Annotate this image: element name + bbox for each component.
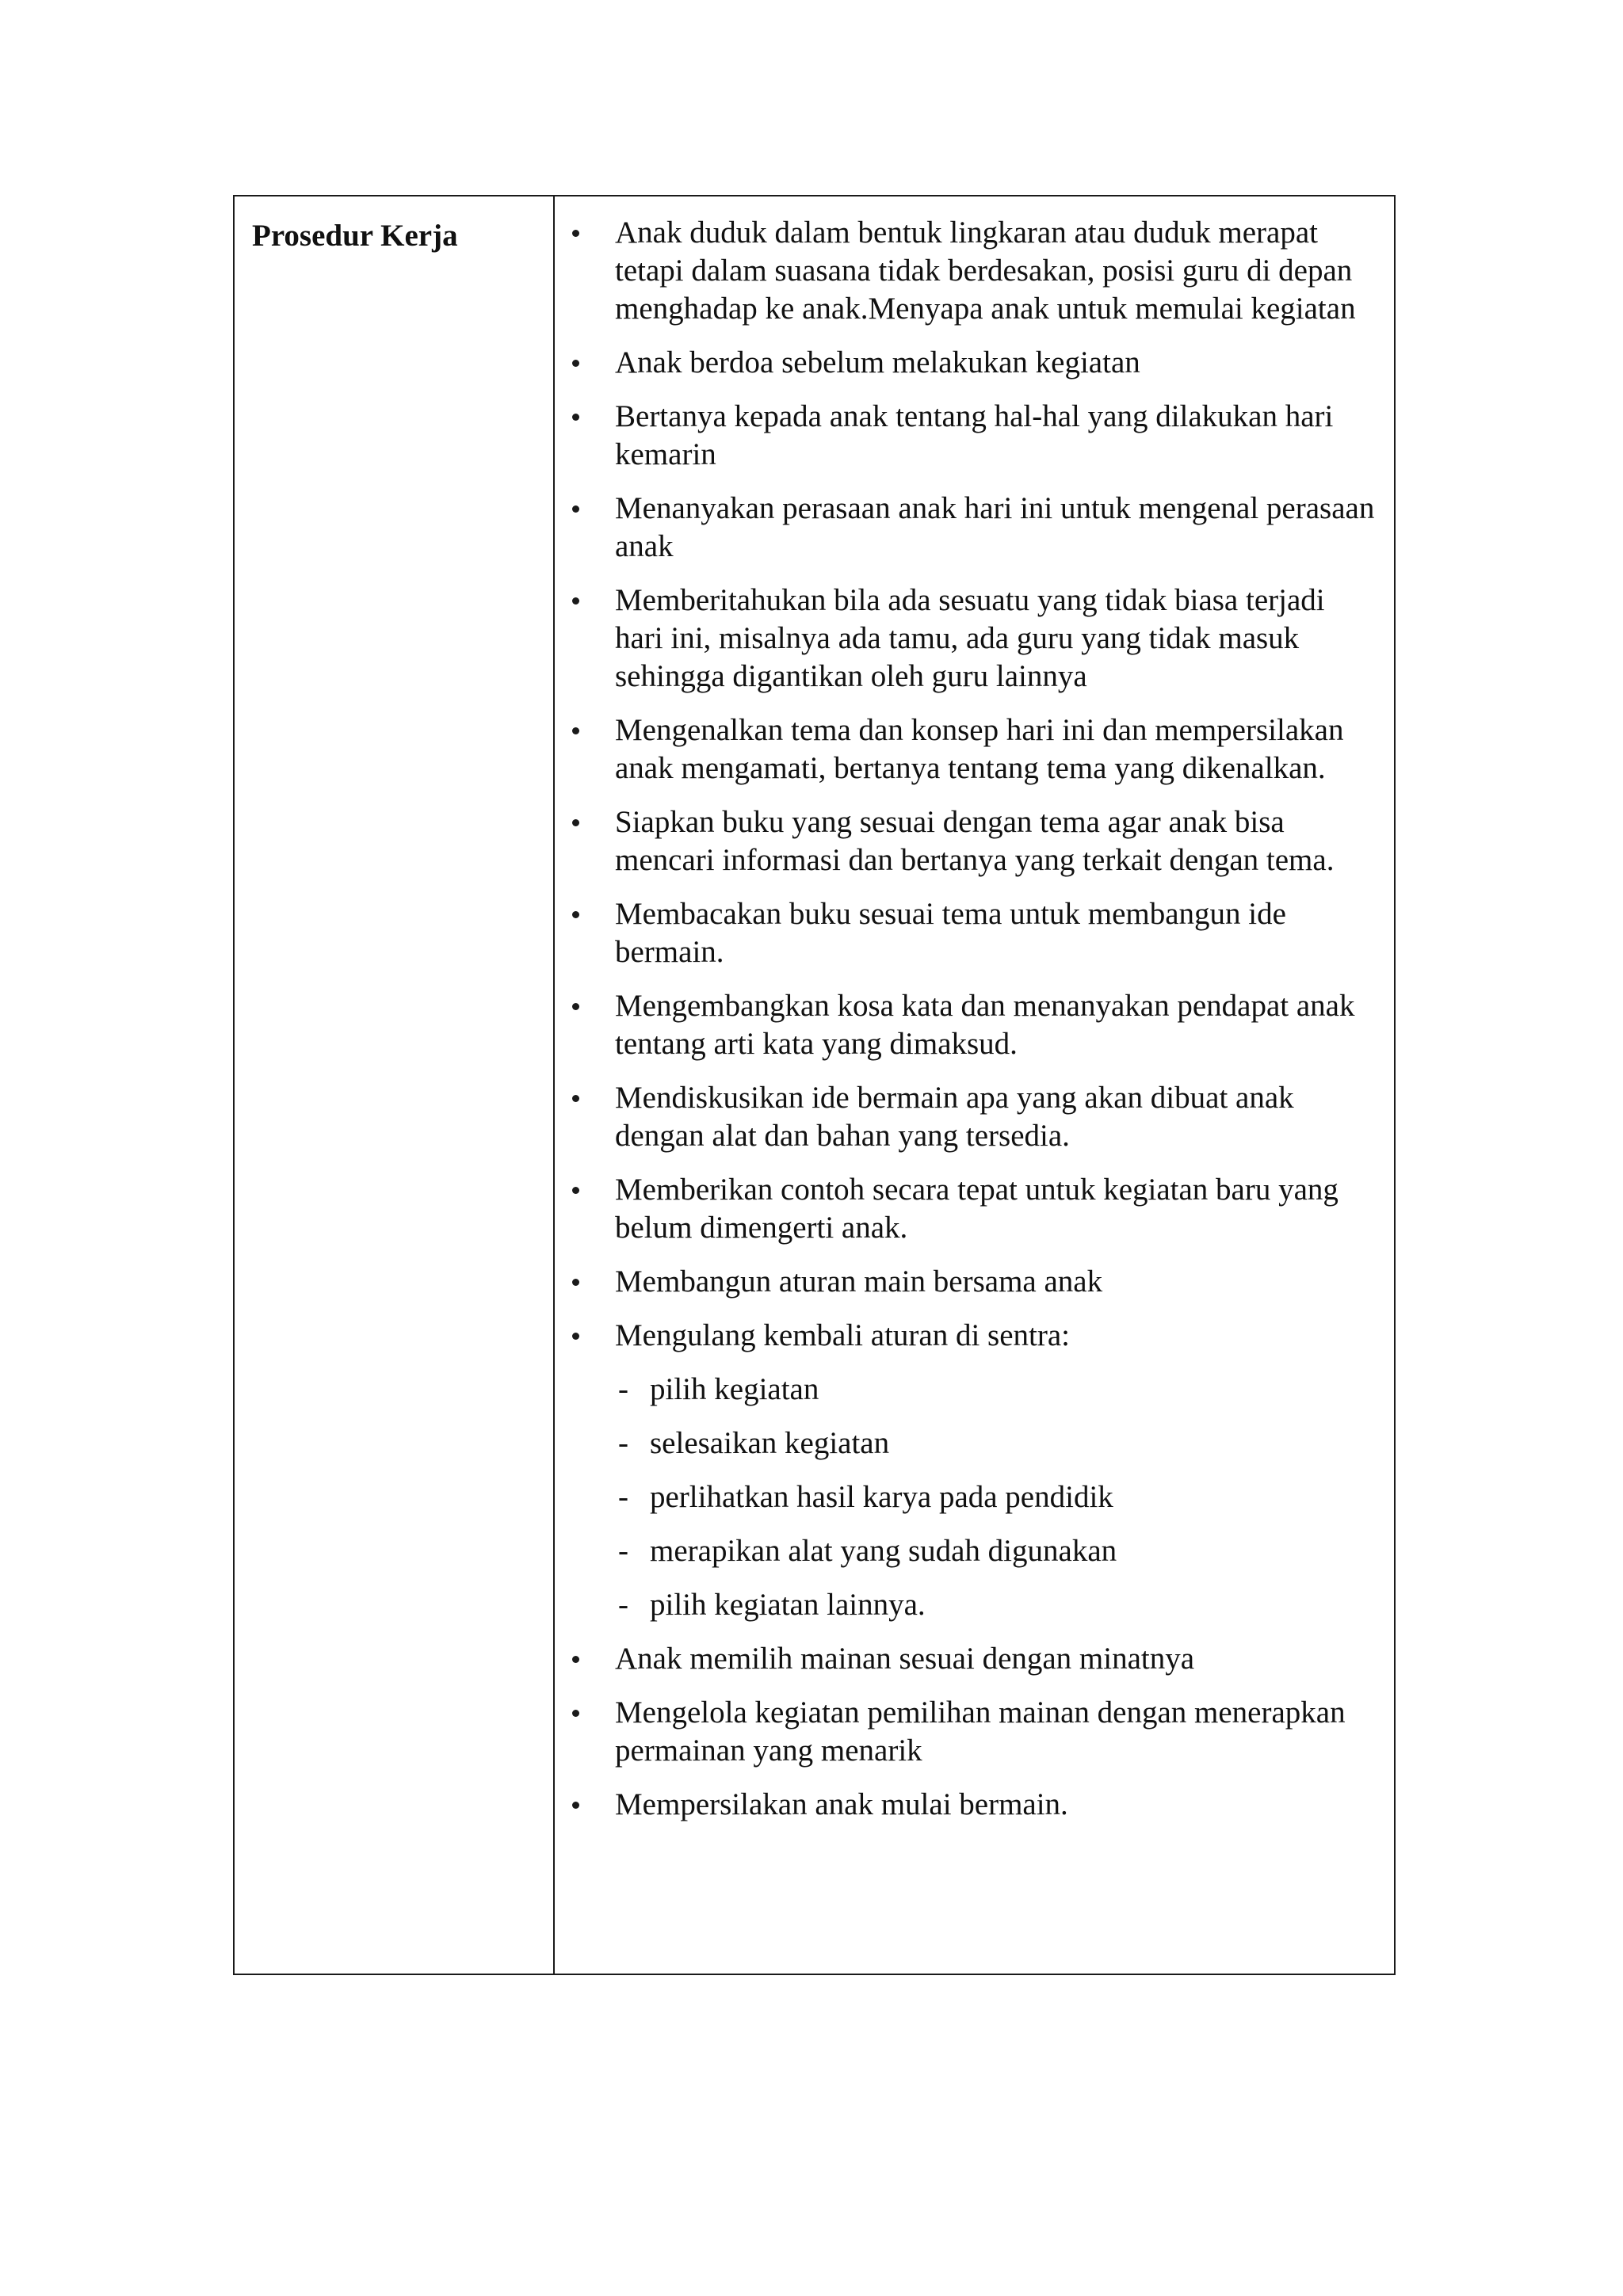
list-item-text: pilih kegiatan lainnya.: [650, 1588, 926, 1622]
bullet-icon: [572, 1710, 579, 1717]
list-item-text: Mengembangkan kosa kata dan menanyakan pendapat anak tentang arti kata yang dimaksud.: [615, 989, 1355, 1061]
list-item: [555, 490, 1378, 566]
sub-list-item: [555, 1425, 1378, 1463]
list-item: [555, 987, 1378, 1063]
bullet-icon: [572, 1333, 579, 1340]
bullet-icon: [572, 1802, 579, 1809]
dash-marker: -: [618, 1426, 628, 1460]
list-item: [555, 711, 1378, 788]
list-item-text: Memberikan contoh secara tepat untuk kegiatan baru yang belum dimengerti anak.: [615, 1173, 1338, 1245]
bullet-icon: [572, 505, 579, 513]
list-item-text: Mengenalkan tema dan konsep hari ini dan mempersilakan anak mengamati, bertanya tentang tema yang dikenalkan.: [615, 713, 1344, 785]
list-item-text: Menanyakan perasaan anak hari ini untuk mengenal perasaan anak: [615, 491, 1375, 563]
sub-list-item: [555, 1478, 1378, 1516]
bullet-icon: [572, 1187, 579, 1194]
list-item: [555, 1694, 1378, 1770]
section-label: Prosedur Kerja: [252, 219, 458, 253]
label-cell: [235, 196, 555, 1974]
list-item: [555, 214, 1378, 328]
bullet-icon: [572, 819, 579, 826]
list-item: [555, 1171, 1378, 1247]
bullet-icon: [572, 1095, 579, 1102]
procedure-table: [233, 195, 1396, 1975]
content-cell: [555, 196, 1394, 1974]
list-item-text: Mengulang kembali aturan di sentra:: [615, 1318, 1070, 1352]
list-item: [555, 1317, 1378, 1355]
list-item-text: Mempersilakan anak mulai bermain.: [615, 1787, 1068, 1821]
list-item-text: Anak memilih mainan sesuai dengan minatnya: [615, 1642, 1195, 1676]
list-item: [555, 1079, 1378, 1155]
bullet-icon: [572, 1279, 579, 1286]
list-item-text: Membacakan buku sesuai tema untuk membangun ide bermain.: [615, 897, 1286, 969]
bullet-icon: [572, 414, 579, 421]
list-item-text: selesaikan kegiatan: [650, 1426, 890, 1460]
procedure-list: [555, 214, 1378, 1824]
list-item: [555, 582, 1378, 696]
bullet-icon: [572, 230, 579, 237]
bullet-icon: [572, 911, 579, 918]
bullet-icon: [572, 360, 579, 367]
list-item-text: Memberitahukan bila ada sesuatu yang tidak biasa terjadi hari ini, misalnya ada tamu, ada guru yang tidak masuk sehingga digantikan oleh guru lainnya: [615, 583, 1325, 693]
list-item: [555, 803, 1378, 879]
list-item: [555, 895, 1378, 971]
list-item: [555, 398, 1378, 474]
sub-list-item: [555, 1586, 1378, 1624]
list-item-text: merapikan alat yang sudah digunakan: [650, 1534, 1117, 1568]
dash-marker: -: [618, 1534, 628, 1568]
bullet-icon: [572, 727, 579, 734]
list-item-text: Membangun aturan main bersama anak: [615, 1264, 1103, 1299]
list-item-text: Bertanya kepada anak tentang hal-hal yang dilakukan hari kemarin: [615, 399, 1334, 471]
list-item-text: Mendiskusikan ide bermain apa yang akan dibuat anak dengan alat dan bahan yang tersedia.: [615, 1081, 1294, 1153]
bullet-icon: [572, 1656, 579, 1663]
list-item: [555, 1786, 1378, 1824]
list-item-text: perlihatkan hasil karya pada pendidik: [650, 1480, 1113, 1514]
dash-marker: -: [618, 1372, 628, 1406]
sub-list-item: [555, 1532, 1378, 1570]
sub-list-item: [555, 1371, 1378, 1409]
list-item: [555, 344, 1378, 382]
list-item-text: Mengelola kegiatan pemilihan mainan dengan menerapkan permainan yang menarik: [615, 1695, 1346, 1768]
dash-marker: -: [618, 1588, 628, 1622]
list-item: [555, 1263, 1378, 1301]
list-item-text: pilih kegiatan: [650, 1372, 819, 1406]
dash-marker: -: [618, 1480, 628, 1514]
bullet-icon: [572, 597, 579, 605]
list-item-text: Siapkan buku yang sesuai dengan tema agar anak bisa mencari informasi dan bertanya yang terkait dengan tema.: [615, 805, 1335, 877]
bullet-icon: [572, 1003, 579, 1010]
list-item-text: Anak berdoa sebelum melakukan kegiatan: [615, 345, 1140, 379]
list-item-text: Anak duduk dalam bentuk lingkaran atau duduk merapat tetapi dalam suasana tidak berdesakan, posisi guru di depan menghadap ke anak.Menyapa anak untuk memulai kegiatan: [615, 215, 1356, 326]
list-item: [555, 1640, 1378, 1678]
